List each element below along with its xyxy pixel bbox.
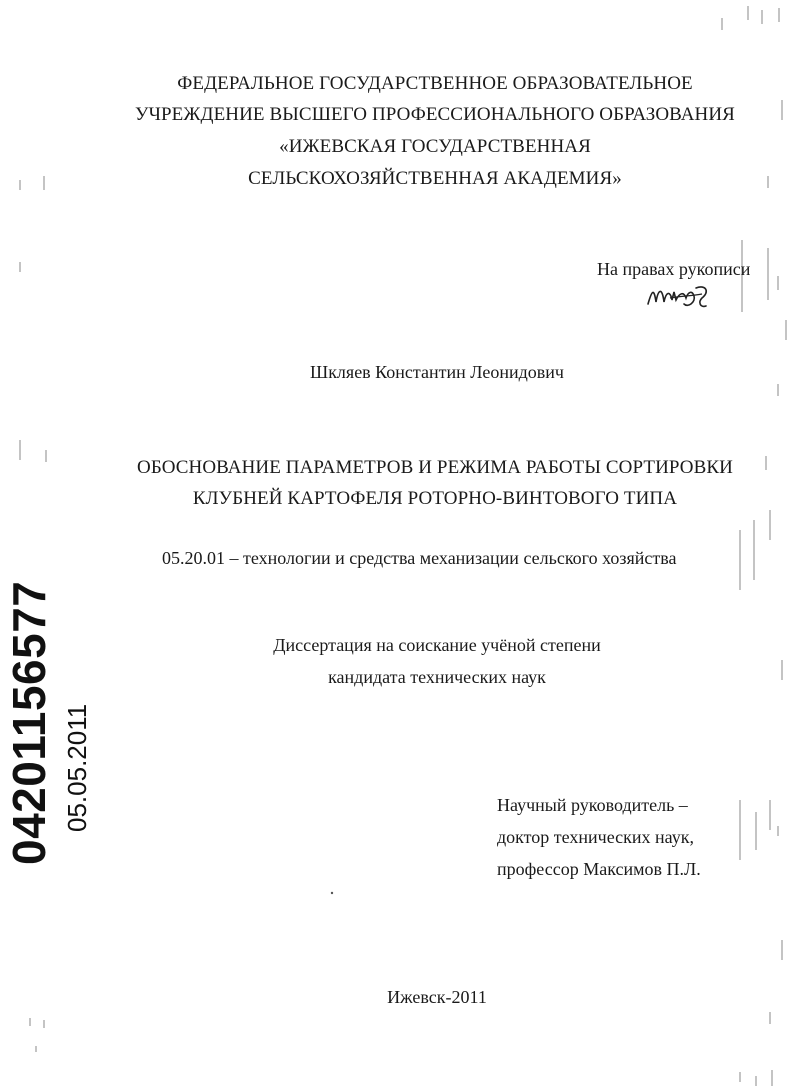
specialty-code: 05.20.01 – технологии и средства механизации сельского хозяйства [162, 548, 677, 568]
city-year: Ижевск-2011 [387, 987, 487, 1007]
institution-line-4: СЕЛЬСКОХОЗЯЙСТВЕННАЯ АКАДЕМИЯ» [248, 168, 622, 189]
thesis-title-line-2: КЛУБНЕЙ КАРТОФЕЛЯ РОТОРНО-ВИНТОВОГО ТИПА [192, 488, 678, 509]
library-stamp-date: 05.05.2011 [62, 703, 92, 832]
degree-line-2: кандидата технических наук [328, 667, 546, 687]
handwritten-signature [640, 278, 720, 314]
institution-line-3: «ИЖЕВСКАЯ ГОСУДАРСТВЕННАЯ [279, 136, 591, 157]
author-name: Шкляев Константин Леонидович [310, 362, 564, 382]
institution-line-1: ФЕДЕРАЛЬНОЕ ГОСУДАРСТВЕННОЕ ОБРАЗОВАТЕЛЬНОЕ [177, 73, 693, 94]
library-stamp-number: 04201156577 [3, 580, 55, 865]
manuscript-note: На правах рукописи [597, 259, 751, 279]
degree-line-1: Диссертация на соискание учёной степени [273, 635, 601, 655]
institution-line-2: УЧРЕЖДЕНИЕ ВЫСШЕГО ПРОФЕССИОНАЛЬНОГО ОБРАЗОВАНИЯ [135, 104, 735, 125]
supervisor-line-2: доктор технических наук, [497, 827, 694, 847]
supervisor-line-3: профессор Максимов П.Л. [497, 859, 701, 879]
supervisor-line-1: Научный руководитель – [497, 795, 688, 815]
thesis-title-line-1: ОБОСНОВАНИЕ ПАРАМЕТРОВ И РЕЖИМА РАБОТЫ СОРТИРОВКИ [137, 457, 733, 478]
